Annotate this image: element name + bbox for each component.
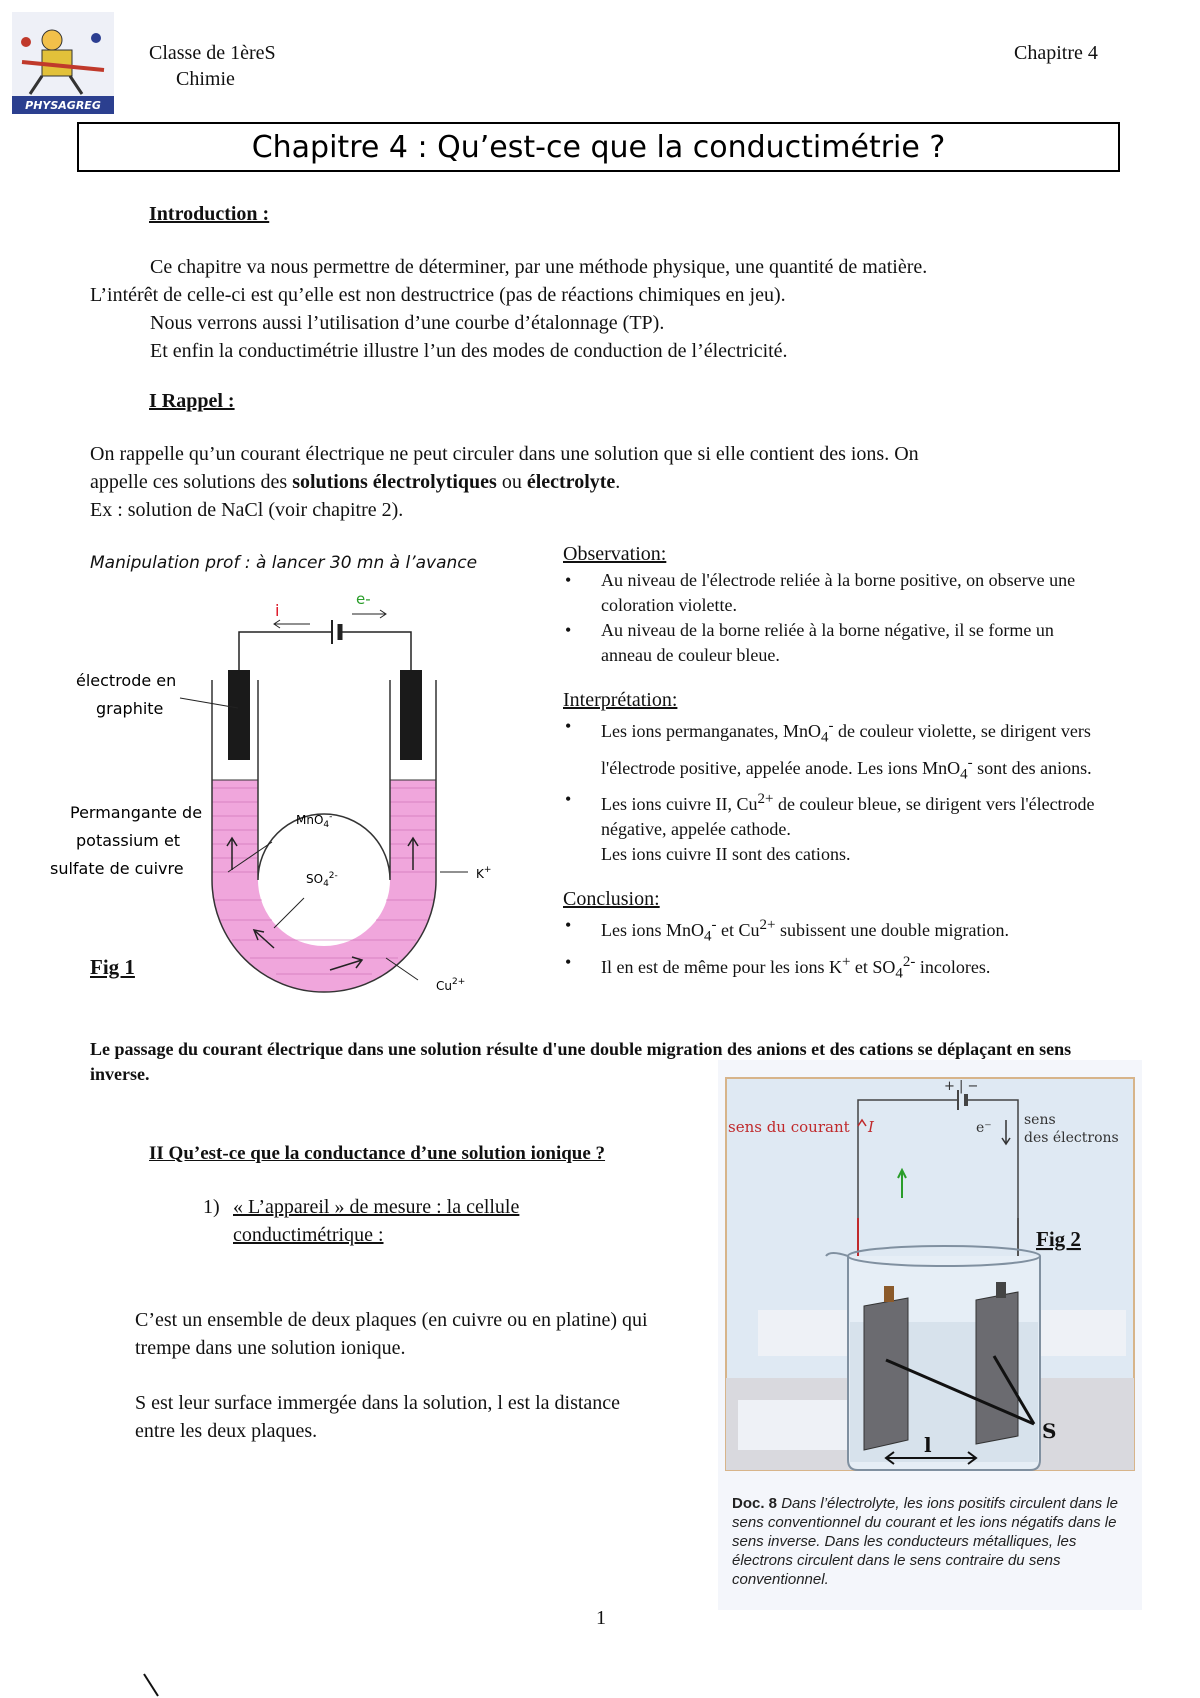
observation-heading: Observation: [563,543,667,565]
fig2-diagram [718,1060,1142,1480]
so4-label: $SO_4^{2-}$ [306,871,338,889]
fig2-e-symbol: e⁻ [976,1120,992,1136]
subsection-title-2: conductimétrique : [233,1224,384,1246]
plate-left [864,1298,908,1450]
cell-dimensions: S est leur surface immergée dans la solution, l est la distance entre les deux plaques. [135,1392,621,1442]
u-tube-inner [258,680,390,880]
fig1-caption: Fig 1 [90,955,135,979]
fig2-current-label: sens du courant [728,1118,850,1136]
stray-mark [140,1672,164,1698]
logo-text: PHYSAGREG [25,99,101,112]
fig2-l-label: l [924,1433,932,1457]
manip-note: Manipulation prof : à lancer 30 mn à l’avance [90,553,478,573]
electrode-label-2: graphite [96,699,164,718]
observation-item-2: • Au niveau de la borne reliée à la borne négative, il se forme un anneau de couleur bleue. [563,618,1103,668]
intro-line-3: Nous verrons aussi l’utilisation d’une courbe d’étalonnage (TP). [150,312,665,334]
intro-heading: Introduction : [149,203,270,225]
fig2-sens-2: des électrons [1024,1130,1119,1146]
section2-heading: II Qu’est-ce que la conductance d’une solution ionique ? [149,1143,606,1164]
solution-label-1: Permangante de [70,803,203,822]
electron-label: e- [356,590,371,608]
fig2-s-label: S [1042,1419,1057,1443]
observation-list [563,568,1103,668]
class-name: Classe de 1èreS [149,42,276,64]
interpretation-item-2: • Les ions cuivre II, $Cu^{2+}$ de couleur bleue, se dirigent vers l'électrode négative, appelée cathode. Les ions cuivre II sont des cations. [563,787,1103,867]
rappel-line-3: Ex : solution de NaCl (voir chapitre 2). [90,499,404,521]
page-number: 1 [596,1607,606,1629]
conclusion-heading: Conclusion: [563,888,660,911]
analysis-column [563,543,1103,986]
chapter-label: Chapitre 4 [1014,42,1098,64]
fig2-polarity: + | − [944,1079,979,1094]
fig2-sens-1: sens [1024,1112,1056,1128]
intro-line-1: Ce chapitre va nous permettre de déterminer, par une méthode physique, une quantité de matière. [150,256,928,278]
fig2-doc-caption: Doc. 8 Dans l’électrolyte, les ions positifs circulent dans le sens conventionnel du courant et les ions négatifs dans le sens inverse. Dans les conducteurs métalliques, les électrons circulent dans le sens contraire du sens conventionnel. [732,1495,1119,1588]
fig2-i-symbol: I [868,1118,874,1136]
subject: Chimie [176,68,235,90]
cu-label: $Cu^{2+}$ [436,977,466,993]
subsection-number: 1) [203,1196,220,1218]
conclusion-item-2: • Il en est de même pour les ions K+ et $SO_4^{2-}$ incolores. [563,950,1103,987]
rappel-line-1: On rappelle qu’un courant électrique ne peut circuler dans une solution que si elle contient des ions. On [90,443,919,465]
electrode-label-1: électrode en [76,671,177,690]
white-rect-1 [758,1310,854,1356]
key-statement: Le passage du courant électrique dans une solution résulte d'une double migration des anions et des cations se déplaçant en sens inverse. [90,1039,1072,1084]
physagreg-logo [12,12,114,114]
intro-line-2: L’intérêt de celle-ci est qu’elle est non destructrice (pas de réactions chimiques en jeu). [90,284,786,306]
k-label: K+ [476,865,492,881]
circuit-wire [239,632,332,670]
fig2-caption: Fig 2 [1036,1227,1081,1251]
interpretation-list [563,714,1103,867]
clip-right [996,1282,1006,1298]
conclusion-item-1: • Les ions MnO$_4$- et $Cu^{2+}$ subissent une double migration. [563,913,1103,950]
solution-label-2: potassium et [76,831,181,850]
solution-label-3: sulfate de cuivre [50,859,184,878]
page-title: Chapitre 4 : Qu’est-ce que la conductimétrie ? [251,129,946,165]
rappel-line-2: appelle ces solutions des solutions électrolytiques ou électrolyte. [90,471,621,493]
electrode-left [228,670,250,760]
observation-item-1: • Au niveau de l'électrode reliée à la borne positive, on observe une coloration violette. [563,568,1103,618]
cell-description: C’est un ensemble de deux plaques (en cuivre ou en platine) qui trempe dans une solution ionique. [135,1309,648,1359]
conclusion-list [563,913,1103,986]
intro-line-4: Et enfin la conductimétrie illustre l’un des modes de conduction de l’électricité. [150,340,788,362]
electrode-right [400,670,422,760]
plate-right [976,1292,1018,1444]
interpretation-item-1: • Les ions permanganates, MnO$_4$- de couleur violette, se dirigent vers l'électrode positive, appelée anode. Les ions MnO$_4$- sont des anions. [563,714,1103,787]
fig2-panel [718,1060,1142,1610]
subsection-title-1: « L’appareil » de mesure : la cellule [233,1196,520,1218]
title-box [77,122,1120,172]
mno4-label: MnO$_4$- [296,812,333,830]
interpretation-heading: Interprétation: [563,689,678,711]
clip-left [884,1286,894,1302]
fig1-diagram [40,580,560,1020]
rappel-heading: I Rappel : [149,390,235,412]
current-label: i [275,601,280,620]
